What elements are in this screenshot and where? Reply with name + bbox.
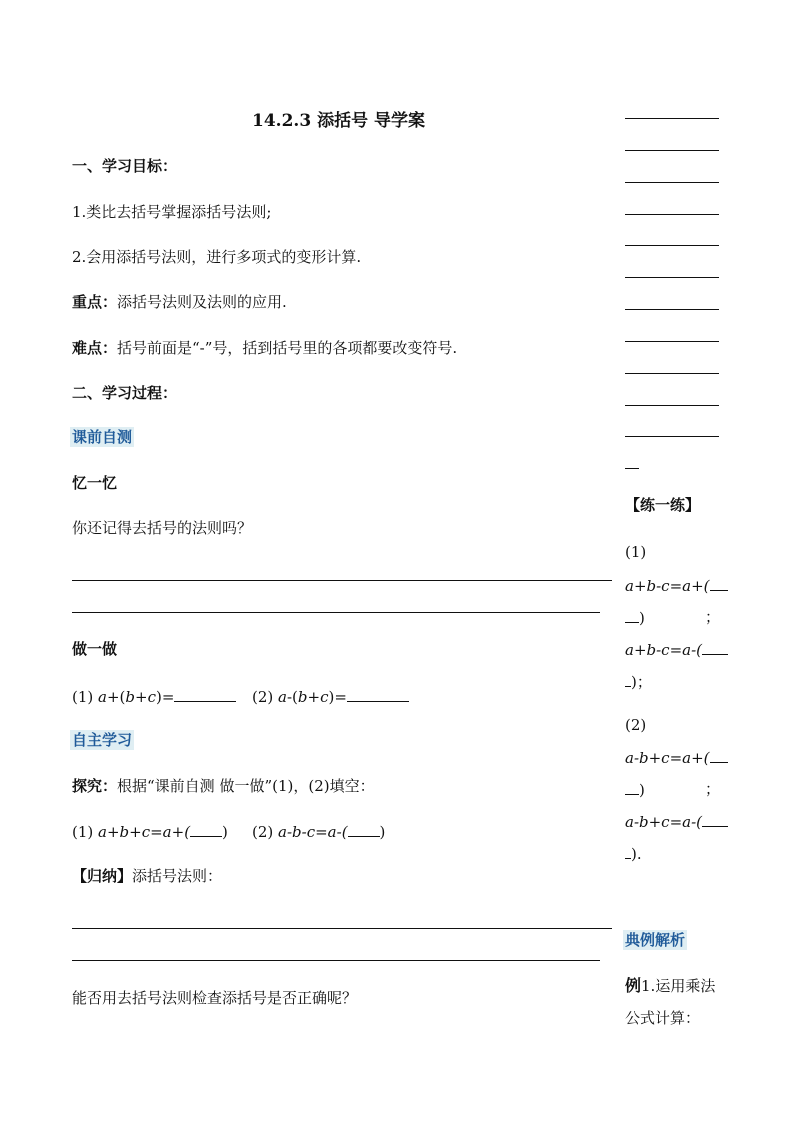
answer-line-4[interactable]: [72, 960, 600, 961]
var-c: c: [320, 688, 329, 706]
blank-1[interactable]: [174, 687, 236, 702]
close-paren: ).: [631, 845, 642, 863]
summary-label: 【归纳】: [72, 867, 133, 885]
item-number: (1): [72, 688, 94, 706]
practice-2a: [625, 748, 728, 767]
example-text: 1.运用乘法: [641, 977, 716, 995]
answer-line-3[interactable]: [72, 928, 612, 929]
recall-heading: 忆一忆: [72, 474, 118, 492]
note-line[interactable]: [625, 118, 719, 119]
practice-1a-cont: [625, 608, 645, 627]
blank[interactable]: [710, 576, 728, 591]
explore-label: 探究：: [72, 777, 118, 795]
self-study-label: 自主学习: [72, 731, 133, 749]
blank[interactable]: [710, 748, 728, 763]
goal-item-1: 1.类比去括号掌握添括号法则;: [72, 203, 272, 221]
pre-test-label: 课前自测: [72, 428, 133, 446]
close-paren: ): [639, 781, 645, 799]
practice-1b: [625, 640, 728, 659]
difficulty-label: 难点：: [72, 339, 118, 357]
operator: +: [307, 688, 321, 706]
expression: a-b-c=a-(: [278, 823, 348, 841]
var-b: b: [297, 688, 308, 706]
do-it-heading: 做一做: [72, 640, 118, 658]
practice-heading: 【练一练】: [625, 496, 701, 514]
practice-1-number: (1): [625, 543, 647, 561]
practice-2b: [625, 812, 728, 831]
summary: [72, 867, 222, 885]
explore-text: 根据“课前自测 做一做”(1)，(2)填空：: [117, 777, 375, 795]
blank-3[interactable]: [190, 822, 222, 837]
practice-2b-cont: [625, 844, 642, 863]
expression: a-b+c=a+(: [625, 749, 710, 767]
var-a: a: [98, 688, 107, 706]
item-number: (2): [252, 823, 274, 841]
example-1-line2: 公式计算：: [625, 1009, 701, 1027]
blank-2[interactable]: [347, 687, 409, 702]
operator: +: [135, 688, 148, 706]
practice-1b-cont: [625, 672, 652, 691]
note-line[interactable]: [625, 214, 719, 215]
section-heading-process: 二、学习过程：: [72, 384, 178, 402]
blank[interactable]: [625, 608, 639, 623]
note-line-short[interactable]: [625, 468, 639, 469]
note-line[interactable]: [625, 309, 719, 310]
blank[interactable]: [702, 640, 728, 655]
goal-item-2: 2.会用添括号法则，进行多项式的变形计算.: [72, 248, 362, 266]
operator: -(: [286, 688, 298, 706]
expression: a-b+c=a-(: [625, 813, 703, 831]
practice-1a: [625, 576, 728, 595]
note-line[interactable]: [625, 373, 719, 374]
summary-text: 添括号法则：: [132, 867, 223, 885]
example-1-line1: [625, 977, 715, 995]
difficulty-point: [72, 339, 457, 357]
operator: )=: [328, 688, 347, 706]
answer-line-2[interactable]: [72, 612, 600, 613]
note-line[interactable]: [625, 436, 719, 437]
note-line[interactable]: [625, 245, 719, 246]
key-point: [72, 293, 287, 311]
operator: )=: [156, 688, 175, 706]
var-c: c: [147, 688, 156, 706]
operator: +(: [106, 688, 126, 706]
blank-4[interactable]: [348, 822, 380, 837]
practice-2-number: (2): [625, 716, 647, 734]
close-paren: )；: [631, 673, 652, 691]
section-heading-goals: 一、学习目标：: [72, 157, 178, 175]
expression: a+b+c=a+(: [98, 823, 191, 841]
var-b: b: [125, 688, 136, 706]
note-line[interactable]: [625, 150, 719, 151]
difficulty-text: 括号前面是“-”号，括到括号里的各项都要改变符号.: [117, 339, 458, 357]
do-item-1: [72, 687, 236, 706]
separator-semicolon: ；: [705, 608, 721, 626]
note-line[interactable]: [625, 405, 719, 406]
close-paren: ): [379, 823, 386, 841]
blank[interactable]: [625, 780, 639, 795]
expression: a+b-c=a-(: [625, 641, 703, 659]
item-number: (1): [72, 823, 94, 841]
var-a: a: [278, 688, 287, 706]
separator-semicolon: ；: [705, 780, 721, 798]
close-paren: ): [222, 823, 228, 841]
explore-prompt: [72, 777, 375, 795]
note-line[interactable]: [625, 341, 719, 342]
key-point-label: 重点：: [72, 293, 118, 311]
fill-item-2: [252, 822, 385, 841]
blank[interactable]: [702, 812, 728, 827]
check-question: 能否用去括号法则检查添括号是否正确呢？: [72, 989, 358, 1007]
self-study-heading: [70, 731, 134, 749]
note-line[interactable]: [625, 277, 719, 278]
practice-2a-cont: [625, 780, 645, 799]
example-label: 例: [625, 976, 642, 995]
expression: a+b-c=a+(: [625, 577, 710, 595]
pre-test-heading: [70, 428, 134, 446]
do-item-2: [252, 687, 409, 706]
answer-line-1[interactable]: [72, 580, 612, 581]
close-paren: ): [639, 609, 645, 627]
recall-question: 你还记得去括号的法则吗？: [72, 519, 253, 537]
page-title: 14.2.3 添括号 导学案: [252, 111, 425, 131]
key-point-text: 添括号法则及法则的应用.: [117, 293, 287, 311]
note-line[interactable]: [625, 182, 719, 183]
example-heading: [623, 931, 687, 949]
fill-item-1: [72, 822, 228, 841]
item-number: (2): [252, 688, 274, 706]
example-heading-label: 典例解析: [625, 931, 686, 949]
